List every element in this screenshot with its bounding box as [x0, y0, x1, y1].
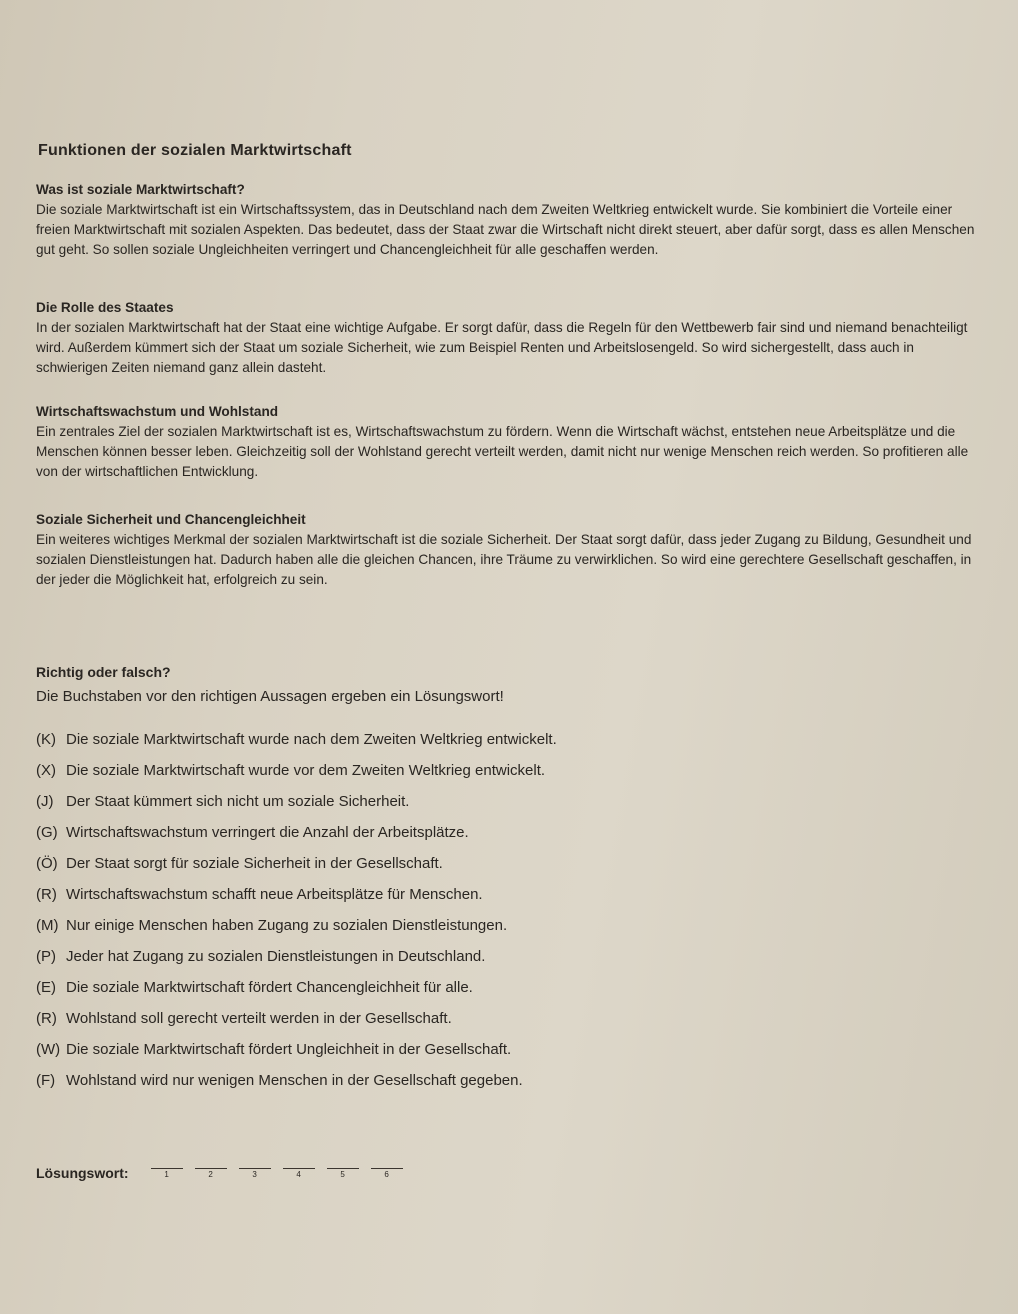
section-growth: [36, 402, 976, 482]
answer-slot[interactable]: 1: [151, 1168, 183, 1181]
statement-letter: (K): [36, 731, 56, 748]
section-text: Ein zentrales Ziel der sozialen Marktwirtschaft ist es, Wirtschaftswachstum zu fördern. Wenn die Wirtschaft wächst, entstehen neue Arbeitsplätze und die Menschen können besser leben. Gleichzeitig soll der Wohlstand gerecht verteilt werden, damit nicht nur wenige Menschen reich werden. So profitieren alle von der wirtschaftlichen Entwicklung.: [36, 424, 969, 479]
answer-slot[interactable]: 5: [327, 1168, 359, 1181]
statement-text: Der Staat kümmert sich nicht um soziale Sicherheit.: [66, 793, 410, 810]
statement-letter: (W): [36, 1041, 61, 1058]
statement-letter: (M): [36, 917, 59, 934]
statement-item: [36, 972, 976, 1003]
statement-item: [36, 786, 976, 817]
statement-text: Wohlstand soll gerecht verteilt werden in der Gesellschaft.: [66, 1010, 452, 1027]
exercise-instruction: Die Buchstaben vor den richtigen Aussagen ergeben ein Lösungswort!: [36, 688, 504, 705]
statement-letter: (R): [36, 886, 57, 903]
answer-slot[interactable]: 6: [371, 1168, 403, 1181]
statement-text: Die soziale Marktwirtschaft fördert Ungleichheit in der Gesellschaft.: [66, 1041, 512, 1058]
statement-text: Jeder hat Zugang zu sozialen Dienstleistungen in Deutschland.: [66, 948, 486, 965]
statement-letter: (Ö): [36, 855, 58, 872]
section-heading: Die Rolle des Staates: [36, 300, 174, 315]
section-text: In der sozialen Marktwirtschaft hat der Staat eine wichtige Aufgabe. Er sorgt dafür, dass die Regeln für den Wettbewerb fair sind und niemand benachteiligt wird. Außerdem kümmert sich der Staat um soziale Sicherheit, wie zum Beispiel Renten und Arbeitslosengeld. So wird sichergestellt, dass auch in schwierigen Zeiten niemand ganz allein dasteht.: [36, 320, 968, 375]
statement-letter: (G): [36, 824, 58, 841]
statement-item: [36, 848, 976, 879]
statement-item: [36, 941, 976, 972]
section-text: Ein weiteres wichtiges Merkmal der sozialen Marktwirtschaft ist die soziale Sicherheit. Der Staat sorgt dafür, dass jeder Zugang zu Bildung, Gesundheit und sozialen Dienstleistungen hat. Dadurch haben alle die gleichen Chancen, ihre Träume zu verwirklichen. So wird eine gerechtere Gesellschaft geschaffen, in der jeder die Möglichkeit hat, erfolgreich zu sein.: [36, 532, 972, 587]
section-social-security: [36, 510, 976, 590]
statement-text: Wirtschaftswachstum schafft neue Arbeitsplätze für Menschen.: [66, 886, 483, 903]
answer-area: [36, 1164, 415, 1181]
statement-text: Wohlstand wird nur wenigen Menschen in der Gesellschaft gegeben.: [66, 1072, 523, 1089]
statement-item: [36, 755, 976, 786]
statement-letter: (J): [36, 793, 54, 810]
statement-text: Wirtschaftswachstum verringert die Anzahl der Arbeitsplätze.: [66, 824, 469, 841]
statement-item: [36, 1003, 976, 1034]
answer-slot[interactable]: 2: [195, 1168, 227, 1181]
statement-item: [36, 910, 976, 941]
section-text: Die soziale Marktwirtschaft ist ein Wirtschaftssystem, das in Deutschland nach dem Zweiten Weltkrieg entwickelt wurde. Sie kombiniert die Vorteile einer freien Marktwirtschaft mit sozialen Aspekten. Das bedeutet, dass der Staat zwar die Wirtschaft nicht direkt steuert, aber dafür sorgt, dass es allen Menschen gut geht. So sollen soziale Ungleichheiten verringert und Chancengleichheit für alle geschaffen werden.: [36, 202, 975, 257]
statement-letter: (P): [36, 948, 56, 965]
exercise-title: Richtig oder falsch?: [36, 664, 171, 680]
statement-item: [36, 817, 976, 848]
section-heading: Wirtschaftswachstum und Wohlstand: [36, 404, 279, 419]
statement-text: Der Staat sorgt für soziale Sicherheit in der Gesellschaft.: [66, 855, 443, 872]
statement-letter: (F): [36, 1072, 56, 1089]
statement-letter: (X): [36, 762, 56, 779]
statement-list: [36, 724, 976, 1096]
statement-letter: (E): [36, 979, 56, 996]
section-heading: Was ist soziale Marktwirtschaft?: [36, 182, 245, 197]
statement-item: [36, 1065, 976, 1096]
section-what-is: [36, 180, 976, 260]
statement-item: [36, 724, 976, 755]
statement-text: Die soziale Marktwirtschaft fördert Chancengleichheit für alle.: [66, 979, 473, 996]
section-role-of-state: [36, 298, 976, 378]
answer-slot[interactable]: 4: [283, 1168, 315, 1181]
page-title: Funktionen der sozialen Marktwirtschaft: [38, 142, 352, 159]
answer-label: Lösungswort:: [36, 1165, 129, 1181]
statement-item: [36, 1034, 976, 1065]
statement-text: Die soziale Marktwirtschaft wurde nach dem Zweiten Weltkrieg entwickelt.: [66, 731, 557, 748]
statement-item: [36, 879, 976, 910]
statement-text: Nur einige Menschen haben Zugang zu sozialen Dienstleistungen.: [66, 917, 508, 934]
section-heading: Soziale Sicherheit und Chancengleichheit: [36, 512, 306, 527]
answer-slot[interactable]: 3: [239, 1168, 271, 1181]
statement-letter: (R): [36, 1010, 57, 1027]
statement-text: Die soziale Marktwirtschaft wurde vor dem Zweiten Weltkrieg entwickelt.: [66, 762, 546, 779]
